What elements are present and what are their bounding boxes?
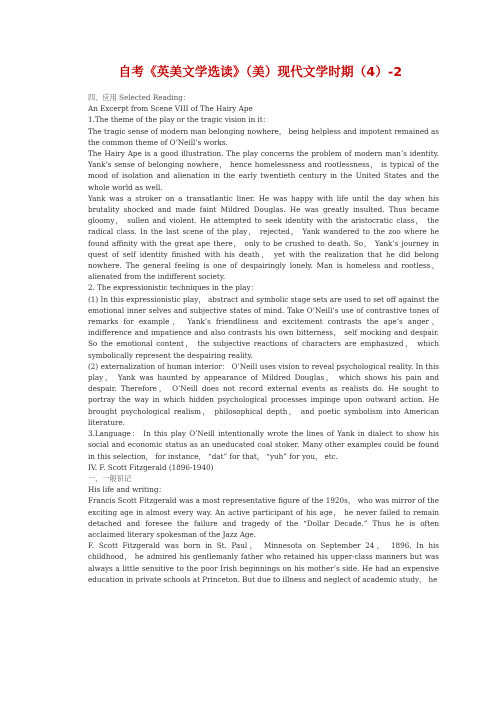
paragraph: (1) In this expressionistic play， abstract and symbolic stage sets are used to set off against the emotional inner selves and subjective states of mind. Take O’Neill’s use of contrastive tones of remarks for example， Yank’s friendliness and excitement contrasts the ape’s anger， indifference and impatience and also contrasts his own bitterness， self mocking and despair. So the emotional content， the subjective reactions of characters are emphasized， which symbolically represent the despairing reality. bbox=[88, 294, 439, 360]
paragraph: Yank was a stroker on a transatlantic liner. He was happy with life until the day when his brutality shocked and made faint Mildred Douglas. He was greatly insulted. Thus became gloomy， sullen and violent. He attempted to seek identity with the aristocratic class， the radical class. In the last scene of the play， rejected， Yank wandered to the zoo where he found affinity with the great ape there， only to be crushed to death. So， Yank’s journey in quest of self identity finished with his death， yet with the realization that he did belong nowhere. The general feeling is one of despairingly lonely. Man is homeless and rootless， alienated from the indifferent society. bbox=[88, 193, 439, 282]
paragraph: The tragic sense of modern man belonging nowhere， being helpless and impotent remained as the common theme of O’Neill’s works. bbox=[88, 126, 439, 147]
paragraph: (2) externalization of human interior： O’Neill uses vision to reveal psychological reality. In this play， Yank was haunted by appearance of Mildred Douglas， which shows his pain and despair. Therefore， O’Neill does not record external events as realists do. He sought to portray the way in which hidden psychological processes impinge upon outward action. He brought psychological realism， philosophical depth， and poetic symbolism into American literature. bbox=[88, 361, 439, 427]
document-title: 自考《英美文学选读》（美）现代文学时期（4）-2 bbox=[118, 64, 403, 79]
paragraph: The Hairy Ape is a good illustration. The play concerns the problem of modern man’s identity. Yank’s sense of belonging nowhere， hence homelessness and rootlessness， is typical of the mood of isolation and alienation in the early twentieth century in the United States and the whole world as well. bbox=[88, 149, 439, 192]
section-heading: 一、一般识记 bbox=[88, 473, 132, 483]
section-heading: IV. F. Scott Fitzgerald (1896-1940) bbox=[88, 462, 214, 472]
paragraph: 3.Language： In this play O’Neill intentionally wrote the lines of Yank in dialect to show his social and economic status as an uneducated coal stoker. Many other examples could be found in this selection， for instance， “dat” for that， “yuh” for you， etc. bbox=[88, 429, 439, 461]
paragraph: Francis Scott Fitzgerald was a most representative figure of the 1920s， who was mirror of the exciting age in almost every way. An active participant of his age， he never failed to remain detached and foresee the failure and tragedy of the “Dollar Decade.” Thus he is often acclaimed literary spokesman of the Jazz Age. bbox=[88, 496, 439, 539]
subheading: His life and writing： bbox=[88, 485, 166, 495]
subheading: 2. The expressionistic techniques in the play： bbox=[88, 283, 258, 293]
subheading: 1.The theme of the play or the tragic vision in it： bbox=[88, 115, 270, 125]
reading-title: An Excerpt from Scene VIII of The Hairy Ape bbox=[88, 104, 253, 114]
section-heading: 四、应用 Selected Reading： bbox=[88, 93, 191, 102]
paragraph: F. Scott Fitzgerald was born in St. Paul， Minnesota on September 24， 1896. In his childhood， he admired his gentlemanly father who retained his upper-class manners but was always a little sensitive to the poor Irish beginnings on his mother’s side. He had an expensive education in private schools at Princeton. But due to illness and neglect of academic study， he bbox=[88, 541, 439, 584]
document-body bbox=[88, 92, 439, 585]
